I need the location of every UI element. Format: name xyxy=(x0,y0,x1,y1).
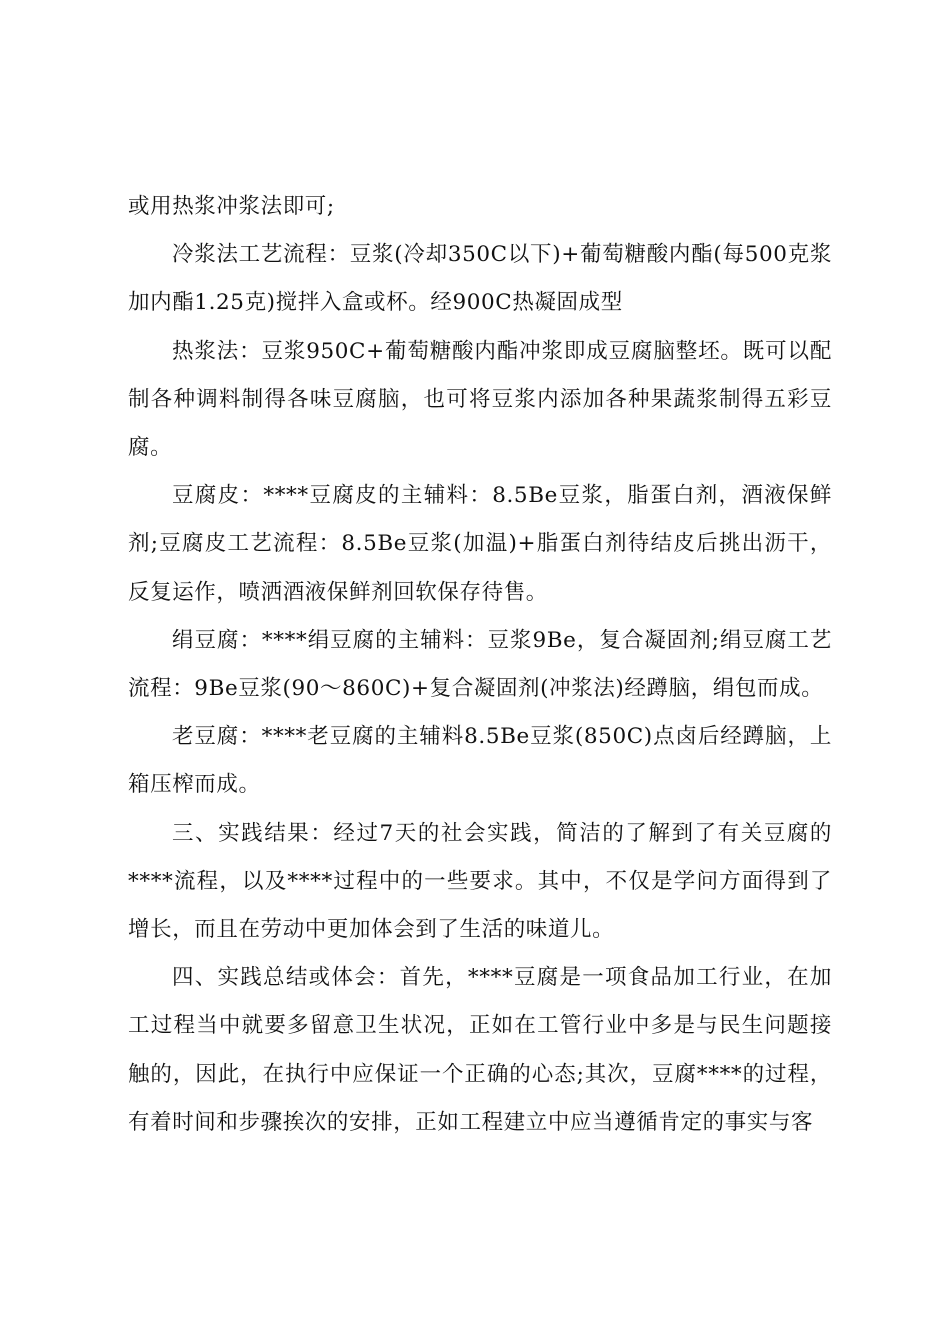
paragraph-8: 四、实践总结或体会：首先，****豆腐是一项食品加工行业，在加工过程当中就要多留意卫生状况，正如在工管行业中多是与民生问题接触的，因此，在执行中应保证一个正确的心态;其次，豆腐****的过程，有着时间和步骤挨次的安排，正如工程建立中应当遵循肯定的事实与客 xyxy=(128,965,832,1135)
paragraph-1: 或用热浆冲浆法即可; xyxy=(128,194,335,219)
paragraph-3: 热浆法：豆浆950C+葡萄糖酸内酯冲浆即成豆腐脑整坯。既可以配制各种调料制得各味豆腐脑，也可将豆浆内添加各种果蔬浆制得五彩豆腐。 xyxy=(128,338,832,461)
paragraph-7: 三、实践结果：经过7天的社会实践，简洁的了解到了有关豆腐的****流程，以及****过程中的一些要求。其中，不仅是学问方面得到了增长，而且在劳动中更加体会到了生活的味道儿。 xyxy=(128,820,832,943)
paragraph-6: 老豆腐：****老豆腐的主辅料8.5Be豆浆(850C)点卤后经蹲脑，上箱压榨而成。 xyxy=(128,724,832,798)
paragraph-5: 绢豆腐：****绢豆腐的主辅料：豆浆9Be，复合凝固剂;绢豆腐工艺流程：9Be豆浆(90～860C)+复合凝固剂(冲浆法)经蹲脑，绢包而成。 xyxy=(128,627,832,702)
paragraph-2: 冷浆法工艺流程：豆浆(冷却350C以下)+葡萄糖酸内酯(每500克浆加内酯1.25克)搅拌入盒或杯。经900C热凝固成型 xyxy=(128,242,832,316)
paragraph-4: 豆腐皮：****豆腐皮的主辅料：8.5Be豆浆，脂蛋白剂，酒液保鲜剂;豆腐皮工艺流程：8.5Be豆浆(加温)+脂蛋白剂待结皮后挑出沥干，反复运作，喷洒酒液保鲜剂回软保存待售。 xyxy=(128,483,832,605)
document-body xyxy=(128,183,832,1147)
